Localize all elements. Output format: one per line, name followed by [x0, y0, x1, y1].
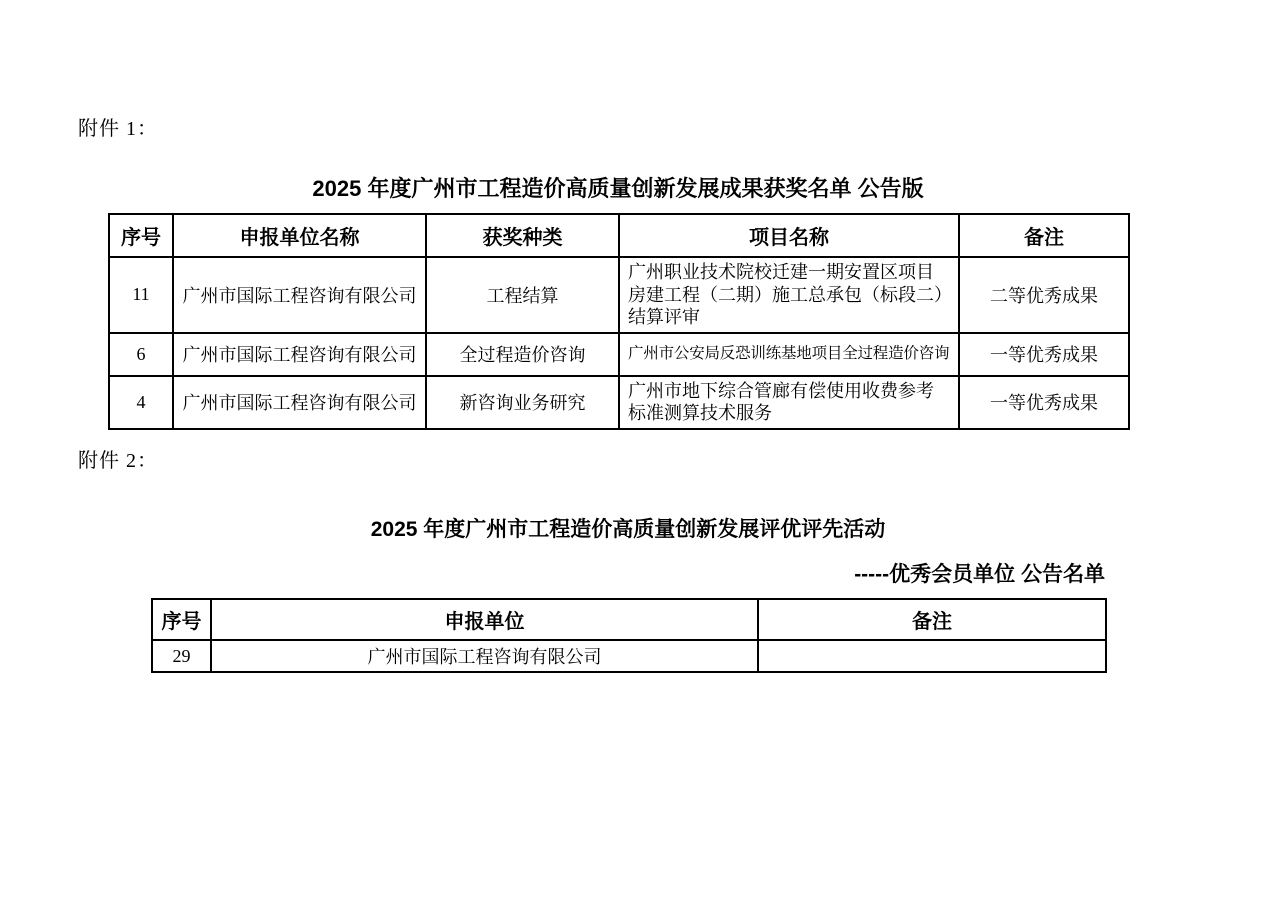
- attachment1-label: 附件 1：: [78, 118, 158, 140]
- cell-unit: 广州市国际工程咨询有限公司: [173, 257, 426, 333]
- cell-project: 广州市地下综合管廊有偿使用收费参考标准测算技术服务: [619, 376, 959, 429]
- members-col-header-no: 序号: [152, 599, 211, 640]
- cell-unit: 广州市国际工程咨询有限公司: [211, 640, 758, 672]
- awards-col-header-project: 项目名称: [619, 214, 959, 257]
- cell-no: 11: [109, 257, 173, 333]
- cell-no: 29: [152, 640, 211, 672]
- members-table-header-row: [152, 599, 1106, 640]
- awards-table-row: [109, 376, 1129, 429]
- cell-remark: 一等优秀成果: [959, 376, 1129, 429]
- awards-col-header-remark: 备注: [959, 214, 1129, 257]
- members-table: [151, 598, 1107, 673]
- members-col-header-remark: 备注: [758, 599, 1106, 640]
- awards-table-header-row: [109, 214, 1129, 257]
- cell-no: 4: [109, 376, 173, 429]
- awards-col-header-no: 序号: [109, 214, 173, 257]
- cell-no: 6: [109, 333, 173, 376]
- awards-table-row: [109, 257, 1129, 333]
- awards-table: [108, 213, 1130, 430]
- members-table-row: [152, 640, 1106, 672]
- cell-remark: [758, 640, 1106, 672]
- cell-category: 全过程造价咨询: [426, 333, 619, 376]
- awards-col-header-unit: 申报单位名称: [173, 214, 426, 257]
- cell-category: 新咨询业务研究: [426, 376, 619, 429]
- cell-unit: 广州市国际工程咨询有限公司: [173, 376, 426, 429]
- attachment2-label: 附件 2：: [78, 450, 158, 472]
- awards-table-title: 2025 年度广州市工程造价高质量创新发展成果获奖名单 公告版: [312, 176, 924, 201]
- cell-remark: 二等优秀成果: [959, 257, 1129, 333]
- cell-category: 工程结算: [426, 257, 619, 333]
- cell-remark: 一等优秀成果: [959, 333, 1129, 376]
- awards-col-header-category: 获奖种类: [426, 214, 619, 257]
- members-table-subtitle: -----优秀会员单位 公告名单: [854, 563, 1105, 586]
- members-table-title: 2025 年度广州市工程造价高质量创新发展评优评先活动: [370, 518, 886, 541]
- cell-project: 广州职业技术院校迁建一期安置区项目房建工程（二期）施工总承包（标段二）结算评审: [619, 257, 959, 333]
- cell-project: 广州市公安局反恐训练基地项目全过程造价咨询: [619, 333, 959, 376]
- cell-unit: 广州市国际工程咨询有限公司: [173, 333, 426, 376]
- awards-table-row: [109, 333, 1129, 376]
- members-col-header-unit: 申报单位: [211, 599, 758, 640]
